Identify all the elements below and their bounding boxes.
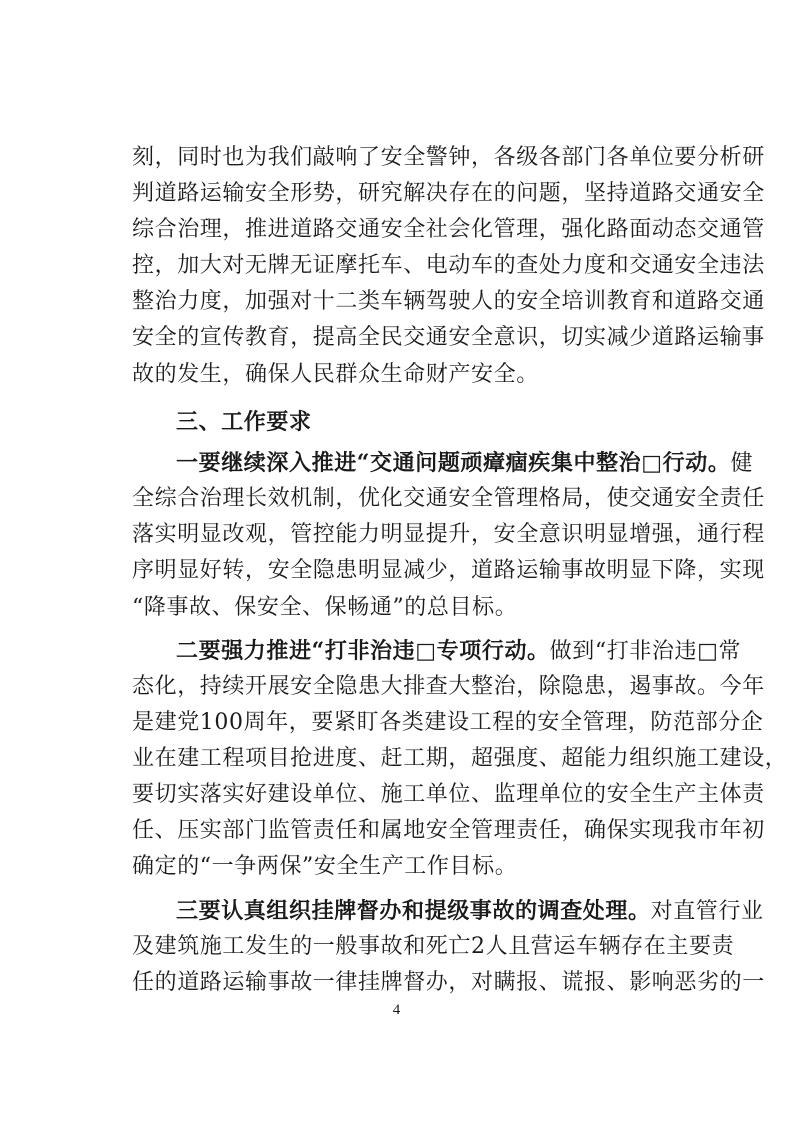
paragraph-line: 任、压实部门监管责任和属地安全管理责任，确保实现我市年初 [132,818,765,843]
paragraph-line: “降事故、保安全、保畅通”的总目标。 [132,595,518,620]
paragraph-line: 序明显好转，安全隐患明显减少，道路运输事故明显下降，实现 [132,558,765,583]
paragraph-line: 安全的宣传教育，提高全民交通安全意识，切实减少道路运输事 [132,325,765,350]
paragraph-line: 刻，同时也为我们敲响了安全警钟，各级各部门各单位要分析研 [132,145,765,170]
paragraph-line: 及建筑施工发生的一般事故和死亡2人且营运车辆存在主要责 [132,934,735,959]
paragraph-line: 要切实落实好建设单位、施工单位、监理单位的安全生产主体责 [132,782,765,807]
paragraph-line: 二要强力推进“打非治违□专项行动。做到“打非治违□常 [176,638,742,664]
paragraph-line: 业在建工程项目抢进度、赶工期，超强度、超能力组织施工建设， [132,746,788,771]
paragraph-line: 综合治理，推进道路交通安全社会化管理，强化路面动态交通管 [132,217,765,242]
paragraph-line: 故的发生，确保人民群众生命财产安全。 [132,362,539,387]
paragraph-line: 确定的“一争两保”安全生产工作目标。 [132,854,518,879]
paragraph-line: 全综合治理长效机制，优化交通安全管理格局，使交通安全责任 [132,486,765,511]
paragraph-line: 控，加大对无牌无证摩托车、电动车的查处力度和交通安全违法 [132,253,765,278]
paragraph-line: 态化，持续开展安全隐患大排查大整治，除隐患，遏事故。今年 [132,674,765,699]
paragraph-lead: 三要认真组织挂牌督办和提级事故的调查处理。 [176,898,651,924]
paragraph-line: 落实明显改观，管控能力明显提升，安全意识明显增强，通行程 [132,522,765,547]
paragraph-line: 整治力度，加强对十二类车辆驾驶人的安全培训教育和道路交通 [132,289,765,314]
paragraph-line: 是建党100周年，要紧盯各类建设工程的安全管理，防范部分企 [132,710,764,735]
paragraph-line: 三要认真组织挂牌督办和提级事故的调查处理。对直管行业 [176,898,764,924]
paragraph-lead: 二要强力推进“打非治违□专项行动。 [176,638,550,664]
paragraph-lead: 一要继续深入推进“交通问题顽瘴痼疾集中整治□行动。 [176,450,731,476]
page-number: 4 [392,1002,401,1018]
paragraph-line: 任的道路运输事故一律挂牌督办，对瞒报、谎报、影响恶劣的一 [132,970,765,995]
section-heading: 三、工作要求 [176,410,312,435]
paragraph-line: 判道路运输安全形势，研究解决存在的问题，坚持道路交通安全 [132,181,765,206]
paragraph-line: 一要继续深入推进“交通问题顽瘴痼疾集中整治□行动。健 [176,450,754,476]
